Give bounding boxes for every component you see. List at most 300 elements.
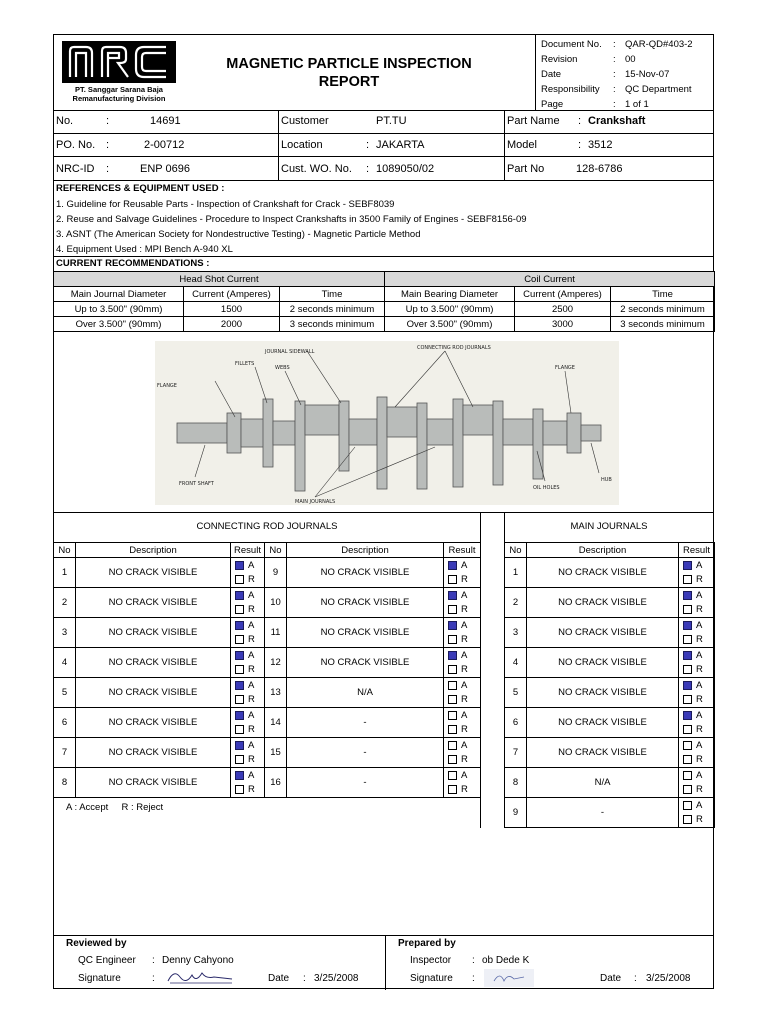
- accept-checkbox[interactable]: [683, 771, 692, 780]
- journal-description: NO CRACK VISIBLE: [76, 708, 231, 738]
- location-label: Location: [281, 139, 323, 151]
- meta-value: QC Department: [625, 84, 692, 95]
- table-row: [54, 648, 481, 678]
- rod-journals-table: [53, 542, 481, 798]
- col-header: Main Bearing Diameter: [385, 287, 515, 302]
- col-result: Result: [444, 543, 481, 558]
- cell: 3 seconds minimum: [280, 317, 385, 332]
- document-meta-list: [541, 37, 711, 112]
- journal-number: 4: [54, 648, 76, 678]
- journal-description: NO CRACK VISIBLE: [527, 708, 679, 738]
- reject-label: R: [248, 573, 255, 585]
- result-cell: [231, 558, 265, 588]
- reviewer-name: Denny Cahyono: [162, 955, 234, 966]
- accept-checkbox[interactable]: [683, 741, 692, 750]
- accept-label: A: [461, 590, 468, 602]
- location-colon: :: [366, 139, 370, 151]
- reject-label: R: [248, 783, 255, 795]
- nrcid-value: ENP 0696: [140, 163, 190, 175]
- crankshaft-diagram: [155, 341, 619, 505]
- result-cell: [231, 768, 265, 798]
- reject-checkbox[interactable]: [683, 815, 692, 824]
- accept-checkbox[interactable]: [235, 561, 244, 570]
- accept-checkbox[interactable]: [448, 591, 457, 600]
- meta-row: [541, 82, 711, 97]
- accept-label: A: [461, 710, 468, 722]
- partname-label: Part Name: [507, 115, 560, 127]
- meta-row: [541, 52, 711, 67]
- journal-number: 4: [505, 648, 527, 678]
- col-description: Description: [76, 543, 231, 558]
- label-flange-left: FLANGE: [157, 383, 177, 389]
- accept-label: A: [696, 800, 703, 812]
- reject-checkbox[interactable]: [448, 755, 457, 764]
- result-cell: [679, 558, 715, 588]
- table-row: [505, 678, 715, 708]
- reject-checkbox[interactable]: [448, 575, 457, 584]
- accept-checkbox[interactable]: [683, 561, 692, 570]
- label-connecting-rod-journals: CONNECTING ROD JOURNALS: [417, 345, 491, 351]
- col-header: Time: [611, 287, 715, 302]
- accept-checkbox[interactable]: [448, 681, 457, 690]
- head-shot-header: Head Shot Current: [54, 272, 385, 287]
- journal-description: NO CRACK VISIBLE: [527, 648, 679, 678]
- reject-checkbox[interactable]: [235, 755, 244, 764]
- partno-value: 128-6786: [576, 163, 623, 175]
- journal-number: 16: [265, 768, 287, 798]
- meta-value: 00: [625, 54, 636, 65]
- journal-number: 5: [505, 678, 527, 708]
- accept-label: A: [696, 680, 703, 692]
- journal-description: NO CRACK VISIBLE: [76, 558, 231, 588]
- reject-checkbox[interactable]: [235, 695, 244, 704]
- reject-label: R: [248, 693, 255, 705]
- journal-number: 10: [265, 588, 287, 618]
- cell: 3000: [515, 317, 611, 332]
- journal-number: 1: [505, 558, 527, 588]
- table-row: [505, 798, 715, 828]
- cell: 2 seconds minimum: [280, 302, 385, 317]
- no-label: No.: [56, 115, 74, 127]
- custwo-value: 1089050/02: [376, 163, 435, 175]
- journal-number: 9: [265, 558, 287, 588]
- accept-checkbox[interactable]: [235, 621, 244, 630]
- journal-description: NO CRACK VISIBLE: [527, 738, 679, 768]
- accept-label: A: [461, 770, 468, 782]
- cell: 2000: [184, 317, 280, 332]
- journal-number: 8: [54, 768, 76, 798]
- review-date-label: Date: [268, 973, 290, 984]
- reviewer-signature-colon: :: [152, 973, 155, 984]
- reviewer-signature-label: Signature: [78, 973, 121, 984]
- reviewer-signature: [166, 967, 236, 992]
- partno-label: Part No: [507, 163, 545, 175]
- label-oil-holes: OIL HOLES: [533, 485, 560, 491]
- journal-description: NO CRACK VISIBLE: [76, 678, 231, 708]
- reject-label: R: [696, 603, 703, 615]
- accept-checkbox[interactable]: [235, 741, 244, 750]
- accept-label: A: [248, 740, 255, 752]
- journal-number: 3: [54, 618, 76, 648]
- table-row: [54, 558, 481, 588]
- table-row: [505, 738, 715, 768]
- accept-label: A: [248, 650, 255, 662]
- cell: 2 seconds minimum: [611, 302, 715, 317]
- accept-label: A: [248, 680, 255, 692]
- reject-label: R: [248, 753, 255, 765]
- cell: 2500: [515, 302, 611, 317]
- coil-header: Coil Current: [385, 272, 715, 287]
- company-name: PT. Sanggar Sarana Baja: [75, 85, 163, 94]
- table-row: [505, 768, 715, 798]
- recommendations-title: CURRENT RECOMMENDATIONS :: [56, 258, 210, 269]
- custwo-label: Cust. WO. No.: [281, 163, 352, 175]
- reject-label: R: [696, 783, 703, 795]
- table-row: [505, 558, 715, 588]
- accept-checkbox[interactable]: [683, 621, 692, 630]
- reject-label: R: [461, 753, 468, 765]
- report-title: [184, 55, 514, 91]
- journal-description: -: [527, 798, 679, 828]
- current-row: [54, 317, 715, 332]
- no-value: 14691: [150, 115, 181, 127]
- journal-number: 2: [505, 588, 527, 618]
- reject-checkbox[interactable]: [235, 725, 244, 734]
- reject-checkbox[interactable]: [235, 635, 244, 644]
- prepare-date-label: Date: [600, 973, 622, 984]
- journal-description: NO CRACK VISIBLE: [287, 588, 444, 618]
- meta-colon: :: [613, 54, 616, 65]
- col-header: Current (Amperes): [515, 287, 611, 302]
- col-no: No: [265, 543, 287, 558]
- table-row: [505, 588, 715, 618]
- result-cell: [679, 648, 715, 678]
- po-value: 2-00712: [144, 139, 185, 151]
- col-description: Description: [527, 543, 679, 558]
- model-colon: :: [578, 139, 582, 151]
- label-main-journals: MAIN JOURNALS: [295, 499, 336, 505]
- journal-number: 12: [265, 648, 287, 678]
- meta-value: QAR-QD#403-2: [625, 39, 693, 50]
- reject-checkbox[interactable]: [683, 605, 692, 614]
- cell: Up to 3.500" (90mm): [385, 302, 515, 317]
- accept-label: A: [248, 560, 255, 572]
- col-header: Current (Amperes): [184, 287, 280, 302]
- label-fillets: FILLETS: [235, 361, 255, 367]
- journal-description: NO CRACK VISIBLE: [527, 618, 679, 648]
- main-journals-title: MAIN JOURNALS: [570, 521, 648, 532]
- report-page: [53, 34, 714, 989]
- model-value: 3512: [588, 139, 613, 151]
- reference-item: 2. Reuse and Salvage Guidelines - Procedure to Inspect Crankshafts in 3500 Family of Engines - SEBF8156-09: [56, 214, 527, 225]
- label-front-shaft: FRONT SHAFT: [179, 481, 214, 487]
- journal-description: NO CRACK VISIBLE: [76, 618, 231, 648]
- reject-checkbox[interactable]: [683, 695, 692, 704]
- cell: Up to 3.500" (90mm): [54, 302, 184, 317]
- journal-number: 6: [505, 708, 527, 738]
- label-hub: HUB: [601, 477, 612, 483]
- accept-checkbox[interactable]: [448, 651, 457, 660]
- reject-label: R: [461, 783, 468, 795]
- accept-label: A: [696, 620, 703, 632]
- accept-checkbox[interactable]: [683, 711, 692, 720]
- result-cell: [679, 618, 715, 648]
- col-description: Description: [287, 543, 444, 558]
- journal-number: 5: [54, 678, 76, 708]
- reject-checkbox[interactable]: [448, 635, 457, 644]
- journal-number: 7: [54, 738, 76, 768]
- accept-checkbox[interactable]: [448, 621, 457, 630]
- reject-label: R: [248, 663, 255, 675]
- col-no: No: [505, 543, 527, 558]
- result-cell: [444, 738, 481, 768]
- po-label: PO. No.: [56, 139, 96, 151]
- result-cell: [231, 708, 265, 738]
- result-cell: [444, 558, 481, 588]
- preparer-signature-label: Signature: [410, 973, 453, 984]
- accept-checkbox[interactable]: [235, 711, 244, 720]
- result-cell: [444, 678, 481, 708]
- prepare-date: 3/25/2008: [646, 973, 691, 984]
- reject-checkbox[interactable]: [683, 725, 692, 734]
- journal-number: 15: [265, 738, 287, 768]
- accept-label: A: [696, 770, 703, 782]
- label-flange-right: FLANGE: [555, 365, 575, 371]
- accept-label: A: [248, 590, 255, 602]
- reject-checkbox[interactable]: [683, 785, 692, 794]
- table-row: [54, 708, 481, 738]
- accept-label: A: [461, 560, 468, 572]
- reject-checkbox[interactable]: [683, 575, 692, 584]
- references-list: [56, 197, 706, 257]
- result-cell: [444, 648, 481, 678]
- accept-label: A: [461, 680, 468, 692]
- table-row: [54, 678, 481, 708]
- meta-value: 15-Nov-07: [625, 69, 670, 80]
- model-label: Model: [507, 139, 537, 151]
- cell: 1500: [184, 302, 280, 317]
- meta-colon: :: [613, 99, 616, 110]
- document-meta: [541, 37, 711, 112]
- accept-label: A: [696, 560, 703, 572]
- reject-label: R: [696, 633, 703, 645]
- reject-checkbox[interactable]: [448, 725, 457, 734]
- table-row: [54, 588, 481, 618]
- journal-description: -: [287, 768, 444, 798]
- reference-item: 1. Guideline for Reusable Parts - Inspection of Crankshaft for Crack - SEBF8039: [56, 199, 395, 210]
- meta-label: Revision: [541, 54, 578, 65]
- accept-checkbox[interactable]: [235, 591, 244, 600]
- accept-checkbox[interactable]: [683, 651, 692, 660]
- reject-label: R: [696, 663, 703, 675]
- meta-label: Responsibility: [541, 84, 600, 95]
- accept-checkbox[interactable]: [448, 741, 457, 750]
- journal-description: -: [287, 738, 444, 768]
- meta-label: Document No.: [541, 39, 602, 50]
- reviewer-role: QC Engineer: [78, 955, 136, 966]
- reviewed-by-title: Reviewed by: [66, 938, 127, 949]
- reject-checkbox[interactable]: [235, 575, 244, 584]
- reference-item: 4. Equipment Used : MPI Bench A-940 XL: [56, 244, 233, 255]
- reviewer-colon: :: [152, 955, 155, 966]
- accept-label: A: [696, 590, 703, 602]
- customer-value: PT.TU: [376, 115, 407, 127]
- result-cell: [444, 768, 481, 798]
- references-title: REFERENCES & EQUIPMENT USED :: [56, 183, 225, 194]
- accept-checkbox[interactable]: [683, 591, 692, 600]
- preparer-signature-colon: :: [472, 973, 475, 984]
- reject-label: R: [248, 723, 255, 735]
- accept-checkbox[interactable]: [448, 771, 457, 780]
- accept-label: A: [696, 710, 703, 722]
- nrcid-label: NRC-ID: [56, 163, 95, 175]
- reject-label: R: [696, 693, 703, 705]
- col-header: Main Journal Diameter: [54, 287, 184, 302]
- reject-checkbox[interactable]: [683, 635, 692, 644]
- table-row: [505, 708, 715, 738]
- journal-description: N/A: [287, 678, 444, 708]
- accept-label: A: [461, 620, 468, 632]
- journal-number: 2: [54, 588, 76, 618]
- accept-checkbox[interactable]: [683, 801, 692, 810]
- preparer-signature: [484, 969, 534, 987]
- table-row: [54, 738, 481, 768]
- accept-label: A: [461, 650, 468, 662]
- journal-description: NO CRACK VISIBLE: [287, 558, 444, 588]
- meta-label: Date: [541, 69, 562, 80]
- reject-label: R: [461, 693, 468, 705]
- journal-description: NO CRACK VISIBLE: [76, 768, 231, 798]
- result-cell: [231, 678, 265, 708]
- cell: Over 3.500" (90mm): [54, 317, 184, 332]
- result-cell: [679, 588, 715, 618]
- partname-colon: :: [578, 115, 582, 127]
- meta-row: [541, 37, 711, 52]
- reference-item: 3. ASNT (The American Society for Nondestructive Testing) - Magnetic Particle Method: [56, 229, 421, 240]
- journal-number: 11: [265, 618, 287, 648]
- reject-label: R: [461, 603, 468, 615]
- reject-label: R: [461, 633, 468, 645]
- meta-label: Page: [541, 99, 564, 110]
- col-result: Result: [679, 543, 715, 558]
- crankshaft-drawing: [155, 341, 619, 505]
- report-title-line2: REPORT: [318, 74, 380, 90]
- journal-number: 14: [265, 708, 287, 738]
- result-cell: [679, 798, 715, 828]
- journal-number: 9: [505, 798, 527, 828]
- result-legend: A : Accept R : Reject: [66, 802, 164, 813]
- journal-number: 13: [265, 678, 287, 708]
- journal-number: 7: [505, 738, 527, 768]
- accept-checkbox[interactable]: [683, 681, 692, 690]
- report-title-line1: MAGNETIC PARTICLE INSPECTION: [226, 56, 472, 72]
- accept-checkbox[interactable]: [448, 561, 457, 570]
- reject-checkbox[interactable]: [683, 755, 692, 764]
- reject-checkbox[interactable]: [448, 785, 457, 794]
- col-header: Time: [280, 287, 385, 302]
- reject-label: R: [696, 753, 703, 765]
- cell: 3 seconds minimum: [611, 317, 715, 332]
- rod-journals-title: CONNECTING ROD JOURNALS: [196, 521, 338, 532]
- col-result: Result: [231, 543, 265, 558]
- result-cell: [231, 588, 265, 618]
- reject-label: R: [696, 723, 703, 735]
- accept-label: A: [696, 650, 703, 662]
- journal-description: N/A: [527, 768, 679, 798]
- accept-label: A: [461, 740, 468, 752]
- location-value: JAKARTA: [376, 139, 425, 151]
- reject-label: R: [461, 663, 468, 675]
- journal-number: 6: [54, 708, 76, 738]
- meta-colon: :: [613, 39, 616, 50]
- review-date-colon: :: [303, 973, 306, 984]
- result-cell: [444, 588, 481, 618]
- current-row: [54, 302, 715, 317]
- reject-checkbox[interactable]: [448, 665, 457, 674]
- accept-checkbox[interactable]: [235, 651, 244, 660]
- journal-number: 1: [54, 558, 76, 588]
- table-row: [505, 648, 715, 678]
- reject-label: R: [461, 573, 468, 585]
- prepared-by-title: Prepared by: [398, 938, 456, 949]
- preparer-colon: :: [472, 955, 475, 966]
- accept-label: A: [248, 710, 255, 722]
- company-logo: [62, 41, 176, 83]
- reject-label: R: [696, 813, 703, 825]
- accept-label: A: [248, 620, 255, 632]
- accept-checkbox[interactable]: [448, 711, 457, 720]
- accept-checkbox[interactable]: [235, 771, 244, 780]
- cell: Over 3.500" (90mm): [385, 317, 515, 332]
- journal-description: NO CRACK VISIBLE: [76, 648, 231, 678]
- no-colon: :: [106, 115, 110, 127]
- reject-checkbox[interactable]: [448, 605, 457, 614]
- reject-checkbox[interactable]: [683, 665, 692, 674]
- reject-checkbox[interactable]: [235, 605, 244, 614]
- result-cell: [679, 678, 715, 708]
- po-colon: :: [106, 139, 110, 151]
- prepare-date-colon: :: [634, 973, 637, 984]
- result-cell: [679, 738, 715, 768]
- reject-label: R: [248, 633, 255, 645]
- main-journals-table: [504, 542, 715, 828]
- partname-value: Crankshaft: [588, 115, 646, 127]
- reject-checkbox[interactable]: [235, 665, 244, 674]
- journal-number: 8: [505, 768, 527, 798]
- nrcid-colon: :: [106, 163, 110, 175]
- accept-label: A: [248, 770, 255, 782]
- col-no: No: [54, 543, 76, 558]
- accept-label: A: [696, 740, 703, 752]
- reject-checkbox[interactable]: [448, 695, 457, 704]
- journal-description: NO CRACK VISIBLE: [287, 648, 444, 678]
- accept-checkbox[interactable]: [235, 681, 244, 690]
- result-cell: [444, 618, 481, 648]
- preparer-name: ob Dede K: [482, 955, 530, 966]
- table-row: [54, 768, 481, 798]
- company-division: Remanufacturing Division: [72, 94, 166, 103]
- reject-checkbox[interactable]: [235, 785, 244, 794]
- reject-label: R: [248, 603, 255, 615]
- result-cell: [231, 648, 265, 678]
- custwo-colon: :: [366, 163, 370, 175]
- review-date: 3/25/2008: [314, 973, 359, 984]
- preparer-role: Inspector: [410, 955, 452, 966]
- journal-description: -: [287, 708, 444, 738]
- result-cell: [231, 738, 265, 768]
- reject-label: R: [461, 723, 468, 735]
- meta-row: [541, 67, 711, 82]
